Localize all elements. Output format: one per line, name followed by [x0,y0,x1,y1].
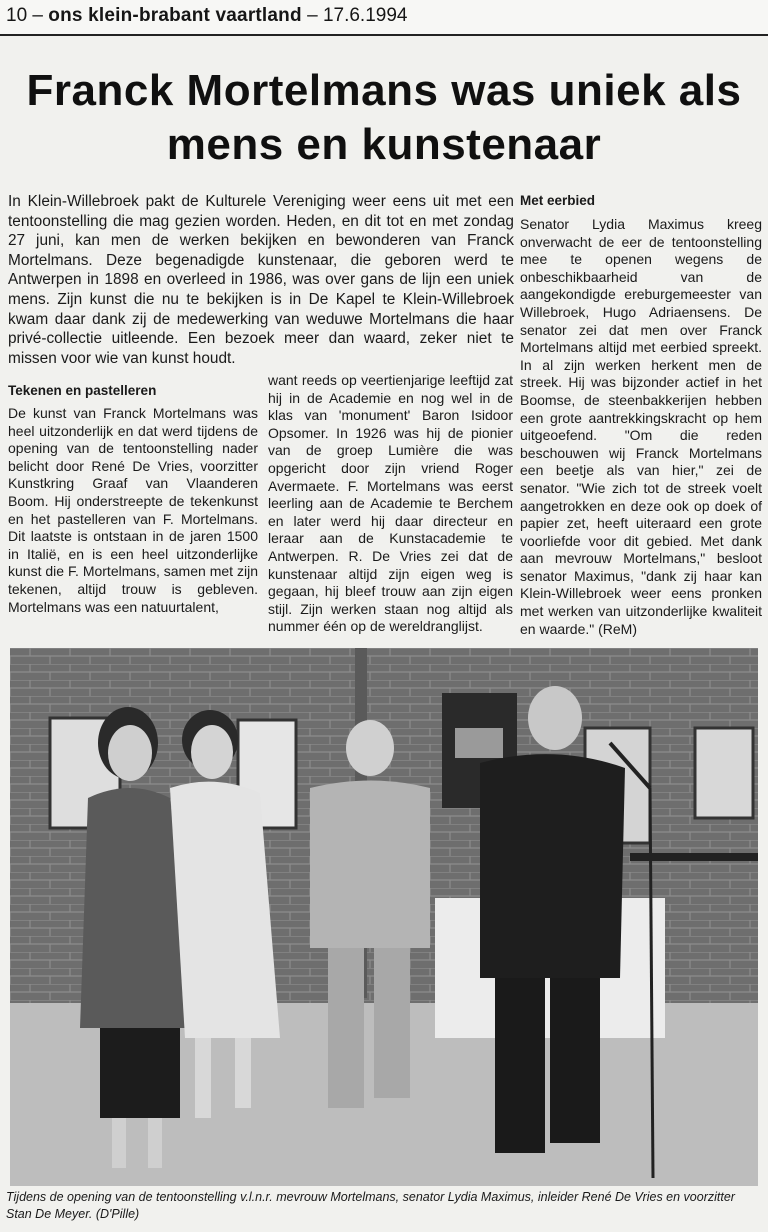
masthead-separator-2: – [307,5,323,26]
masthead [0,0,768,36]
article-headline: Franck Mortelmans was uniek als mens en kunstenaar [26,66,742,169]
lead-paragraph: In Klein-Willebroek pakt de Kulturele Vereniging weer eens uit met een tentoonstelling die mag gezien worden. Heden, en dit tot en met zondag 27 juni, kan men de werken bekijken en bewonderen van Franck Mortelmans. Deze begenadigde kunstenaar, die geboren werd te Antwerpen in 1898 en overleed in 1986, was over gans de lijn een uniek mens. Zijn kunst die nu te bekijken is in De Kapel te Klein-Willebroek kwam daar dank zij de medewerking van weduwe Mortelmans die haar privé-collectie uitleende. Een bezoek meer dan waard, zeker niet te missen voor wie van kunst houdt. [8,193,514,367]
section-heading-container-2 [520,192,760,212]
lead-paragraph-column [8,192,514,368]
section-heading-tekenen: Tekenen en pastelleren [8,383,157,398]
photo-illustration [10,648,758,1186]
framed-artwork-5 [695,728,753,818]
body-column-2 [268,372,513,636]
masthead-row [6,4,407,28]
publication-date: 17.6.1994 [322,5,408,26]
body-text-column-2: want reeds op veertienjarige leeftijd zat hij in de Academie en nog wel in de klas van 'monument' Baron Isidoor Opsomer. In 1926 was hij de pionier van de groep Lumière die was opgericht door zijn vriend Roger Avermaete. F. Mortelmans was eerst leerling aan de Academie te Berchem en later werd hij daar directeur en leraar aan de Kunstacademie te Antwerpen. R. De Vries zei dat de kunstenaar altijd zijn eigen weg is gegaan, hij bleef trouw aan zijn eigen stijl. Zijn werken staan nog altijd als nummer één op de wereldranglijst. [268,372,513,635]
masthead-separator: – [32,5,43,26]
section-heading-container [8,382,258,402]
body-column-1 [8,405,258,616]
page-number: 10 [6,5,28,26]
section-heading-eerbied: Met eerbied [520,193,596,208]
event-photo [10,648,758,1186]
newspaper-name: ons klein-brabant vaartland [48,5,302,26]
photo-caption: Tijdens de opening van de tentoonstelling v.l.n.r. mevrouw Mortelmans, senator Lydia Maximus, inleider René De Vries en voorzitter Stan De Meyer. (D'Pille) [6,1190,735,1221]
body-text-column-3: Senator Lydia Maximus kreeg onverwacht de eer de tentoonstelling mee te openen wegens de onbeschikbaarheid van de aangekondigde ereburgemeester van Willebroek, Hugo Adriaensens. De senator zei dat men over Franck Mortelmans altijd met eerbied spreekt. In al zijn werken herkent men de streek. Hij was bijzonder actief in het Boomse, de steenbakkerijen hebben een grote aantrekkingskracht op hem uitgeoefend. "Om die reden beschouwen wij Franck Mortelmans een beetje als van hier," zei de senator. "Wie zich tot de streek voelt aangetrokken en deze ook op doek of papier zet, heeft uiteraard een grote voorliefde voor dit gebied. Met dank aan mevrouw Mortelmans," besloot senator Maximus, "dank zij haar kan Klein-Willebroek weer eens pronken met werken van uitzonderlijke kwaliteit en waarde." (ReM) [520,216,762,637]
body-column-3 [520,216,762,638]
body-text-column-1: De kunst van Franck Mortelmans was heel uitzonderlijk en dat werd tijdens de opening van de tentoonstelling nader belicht door René De Vries, voorzitter Kunstkring Graaf van Vlaanderen Boom. Hij onderstreepte de tekenkunst en het pastelleren van F. Mortelmans. Dit laatste is ontstaan in de jaren 1500 in Italië, en is een heel uitzonderlijke kunst die F. Mortelmans, samen met zijn tekenen, altijd trouw is gebleven. Mortelmans was een natuurtalent, [8,405,258,615]
